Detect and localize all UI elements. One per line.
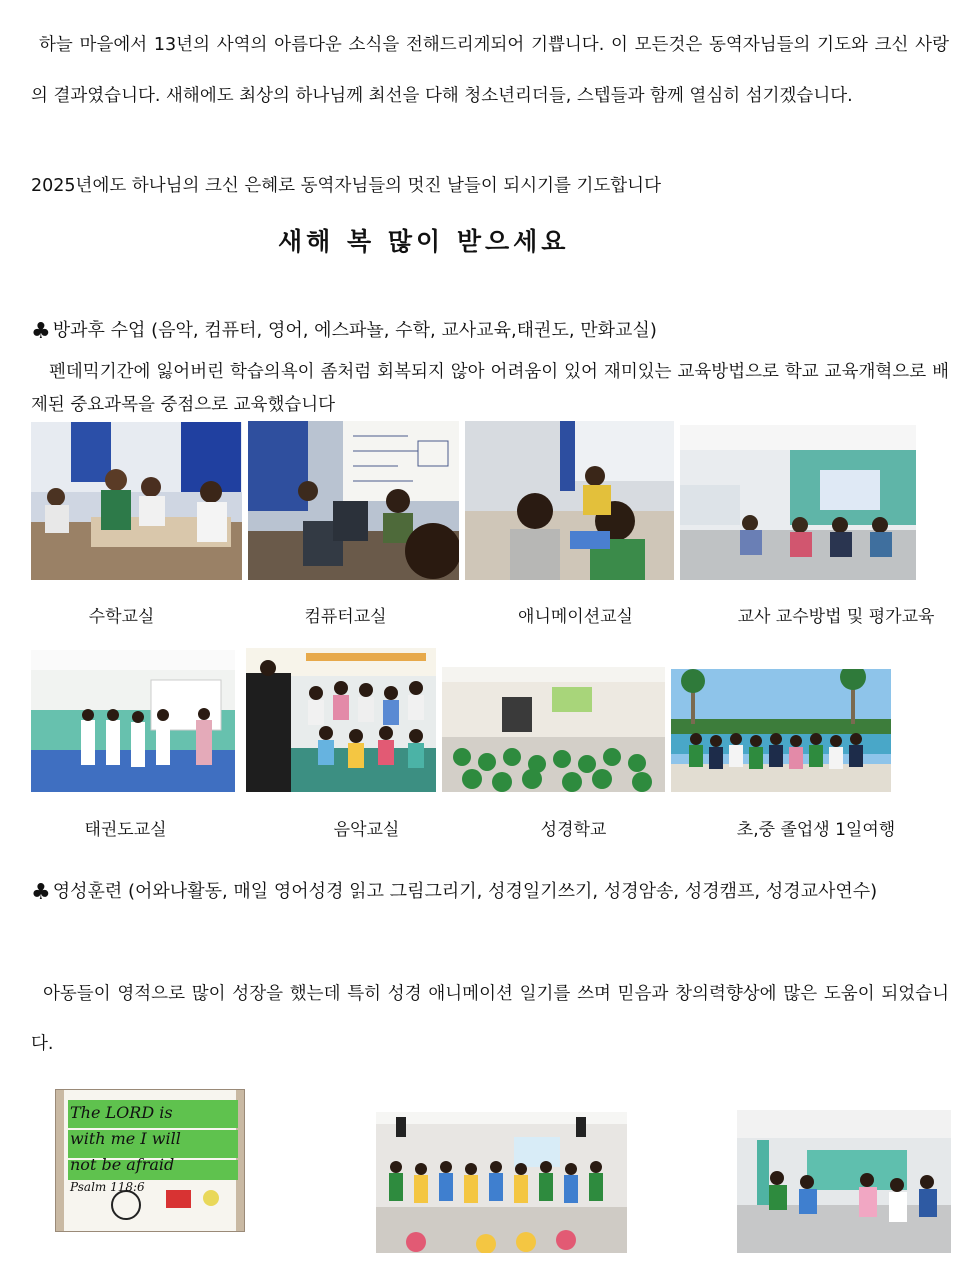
section2-title: 영성훈련 (어와나활동, 매일 영어성경 읽고 그림그리기, 성경일기쓰기, 성경암송, 성경캠프, 성경교사연수) [52,881,878,902]
section1-heading [31,318,657,344]
music-class-photo [246,648,436,792]
bible-drawing-photo [55,1089,245,1232]
club-icon: ♣ [31,880,51,905]
drawing-verse [70,1100,181,1196]
graduation-trip-photo [671,669,891,792]
teacher-training-photo [680,425,916,580]
drawing-verse-reference: Psalm 118:6 [70,1180,145,1194]
caption-bible-school: 성경학교 [540,820,607,840]
section2-heading [31,864,949,920]
bible-study-photo [737,1110,951,1253]
computer-class-photo [248,421,459,580]
bible-school-photo [442,667,665,792]
caption-animation: 애니메이션교실 [518,607,633,627]
club-icon: ♣ [31,319,51,344]
animation-class-photo [465,421,674,580]
caption-music: 음악교실 [333,820,400,840]
section1-body: 펜데믹기간에 잃어버린 학습의욕이 좀처럼 회복되지 않아 어려움이 있어 재미있는 교육방법으로 학교 교육개혁으로 배제된 중요과목을 중점으로 교육했습니다 [31,362,949,415]
drawing-verse-line: The LORD is [70,1103,173,1122]
drawing-verse-line: with me I will [70,1129,181,1148]
taekwondo-class-photo [31,650,235,792]
caption-computer: 컴퓨터교실 [304,607,387,627]
caption-teacher-training: 교사 교수방법 및 평가교육 [737,607,935,627]
section2-body: 아동들이 영적으로 많이 성장을 했는데 특히 성경 애니메이션 일기를 쓰며 믿음과 창의력향상에 많은 도움이 되었습니다. [31,984,949,1054]
intro-prayer: 2025년에도 하나님의 크신 은혜로 동역자님들의 멋진 날들이 되시기를 기도합니다 [31,176,661,196]
new-year-greeting: 새해 복 많이 받으세요 [278,227,570,256]
drawing-verse-line: not be afraid [70,1155,175,1174]
caption-taekwondo: 태권도교실 [84,820,167,840]
bible-camp-photo [376,1112,627,1253]
math-class-photo [31,422,242,580]
intro-paragraph: 하늘 마을에서 13년의 사역의 아름다운 소식을 전해드리게되어 기쁩니다. 이 모든것은 동역자님들의 기도와 크신 사랑의 결과였습니다. 새해에도 최상의 하나님께 최선을 다해 청소년리더들, 스텝들과 함께 열심히 섬기겠습니다. [31,35,949,106]
caption-math: 수학교실 [88,607,155,627]
caption-graduation-trip: 초,중 졸업생 1일여행 [736,820,896,840]
section1-title: 방과후 수업 (음악, 컴퓨터, 영어, 에스파뇰, 수학, 교사교육,태권도, 만화교실) [52,320,657,341]
